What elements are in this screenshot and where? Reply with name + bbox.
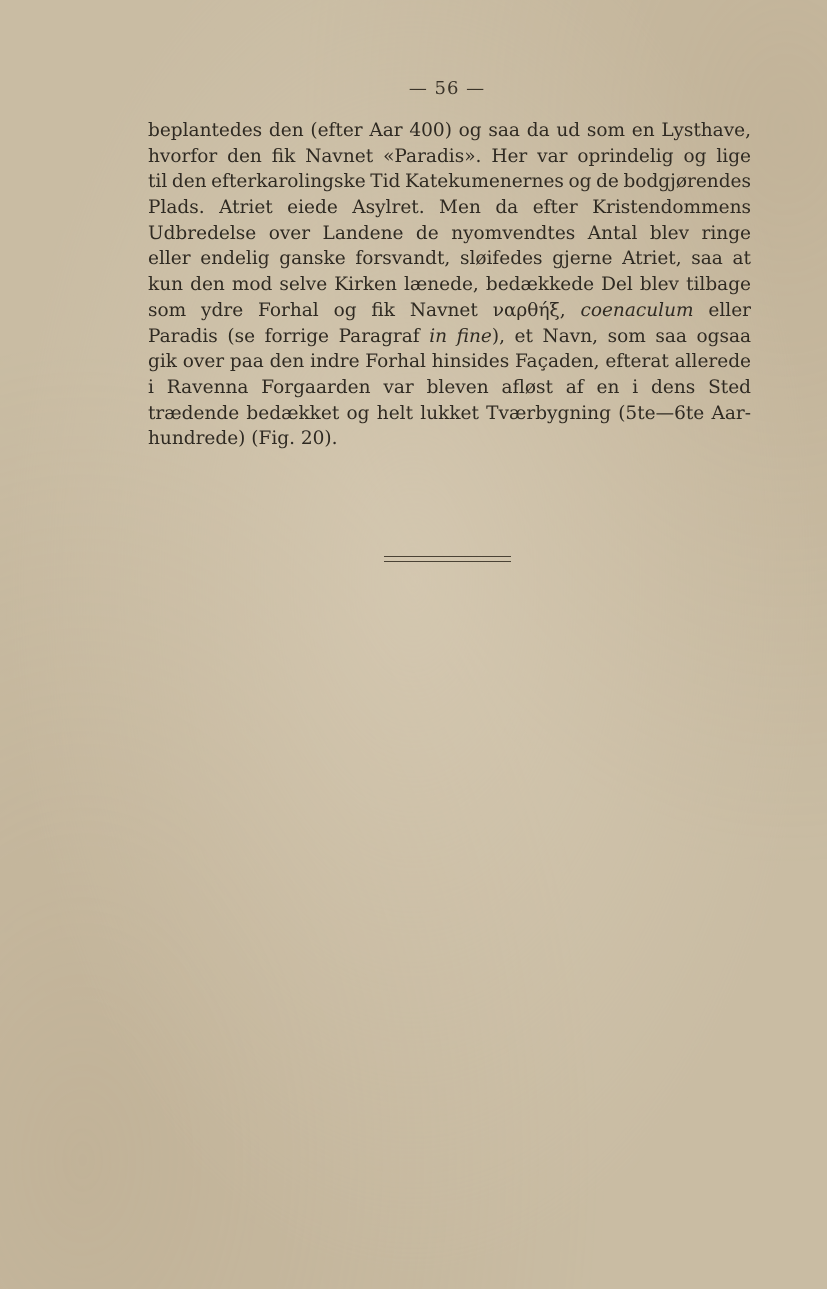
text-segment: til den efterkarolingske Tid Katekumenernes og de bodgjørendes <box>148 171 751 193</box>
text-segment: beplantedes den (efter Aar 400) og saa da ud som en Lysthave, <box>148 120 751 141</box>
text-segment: ), et Navn, som saa ogsaa <box>491 325 752 347</box>
text-line <box>148 118 751 144</box>
text-line <box>148 169 751 195</box>
text-segment: Paradis (se forrige Paragraf <box>148 325 430 347</box>
text-segment: hundrede) (Fig. 20). <box>148 428 338 450</box>
italic-term: in fine <box>429 325 492 347</box>
text-line <box>148 324 751 350</box>
text-segment: eller endelig ganske forsvandt, sløifedes gjerne Atriet, saa at <box>148 248 751 270</box>
text-line <box>148 426 751 452</box>
text-line <box>148 246 751 272</box>
text-line <box>148 144 751 170</box>
italic-term: coenaculum <box>580 299 694 321</box>
text-segment: i Ravenna Forgaarden var bleven afløst af en i dens Sted <box>148 376 751 398</box>
text-segment: hvorfor den fik Navnet «Paradis». Her var oprindelig og lige <box>148 145 751 167</box>
text-line <box>148 349 751 375</box>
text-segment: Plads. Atriet eiede Asylret. Men da efter Kristendommens <box>148 197 751 219</box>
text-segment: Udbredelse over Landene de nyomvendtes Antal blev ringe <box>148 222 751 244</box>
text-line <box>148 401 751 427</box>
text-segment: trædende bedækket og helt lukket Tværbygning (5te—6te Aar- <box>148 402 751 424</box>
text-segment: som ydre Forhal og fik Navnet ναρθήξ, <box>148 299 581 321</box>
text-line <box>148 195 751 221</box>
body-paragraph <box>148 118 751 452</box>
text-segment: kun den mod selve Kirken lænede, bedækkede Del blev tilbage <box>148 274 751 296</box>
text-line <box>148 272 751 298</box>
text-line <box>148 221 751 247</box>
page-number: — 56 — <box>408 78 486 99</box>
text-segment: gik over paa den indre Forhal hinsides Façaden, efterat allerede <box>148 351 751 373</box>
text-segment: eller <box>693 299 751 321</box>
section-end-rule <box>384 556 511 562</box>
text-line <box>148 375 751 401</box>
text-line <box>148 298 751 324</box>
